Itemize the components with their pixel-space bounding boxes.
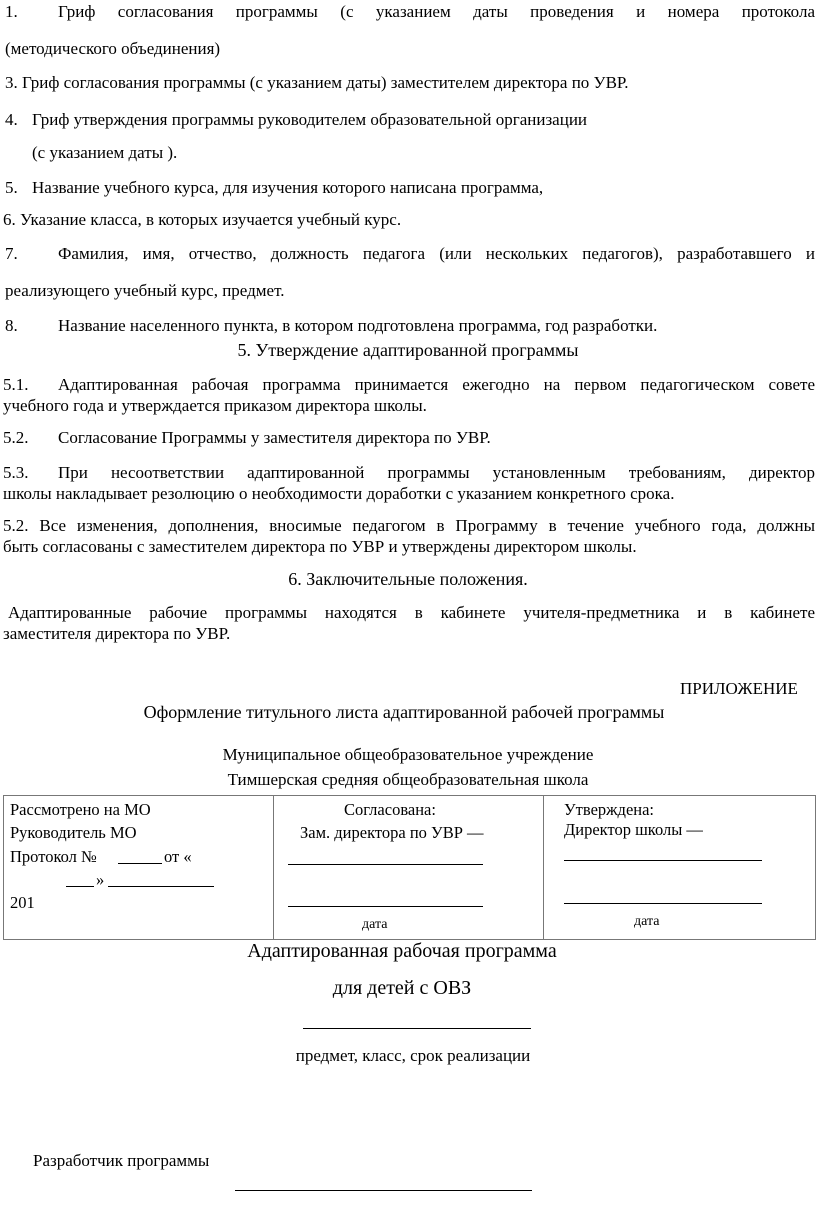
- section-6-continuation: заместителя директора по УВР.: [3, 624, 231, 643]
- list-item-7-text: Фамилия, имя, отчество, должность педагога (или нескольких педагогов), разработавшего и: [58, 244, 815, 263]
- list-item-5-text: Название учебного курса, для изучения которого написана программа,: [32, 178, 544, 197]
- deputy-date-line: [288, 906, 483, 907]
- list-item-1-continuation: (методического объединения): [5, 39, 221, 58]
- developer-label: Разработчик программы: [33, 1151, 210, 1170]
- section-5-3-continuation: школы накладывает резолюцию о необходимости доработки с указанием конкретного срока.: [3, 484, 675, 503]
- list-item-4-text: Гриф утверждения программы руководителем образовательной организации: [32, 110, 588, 129]
- deputy-signature-line: [288, 864, 483, 865]
- section-5-4-text: 5.2. Все изменения, дополнения, вносимые педагогом в Программу в течение учебного года, должны: [3, 516, 815, 535]
- section-5-1-continuation: учебного года и утверждается приказом директора школы.: [3, 396, 427, 415]
- org-name-line1: Муниципальное общеобразовательное учреждение: [222, 745, 594, 764]
- review-heading: Рассмотрено на МО: [10, 800, 151, 819]
- section-5-heading: 5. Утверждение адаптированной программы: [237, 340, 579, 360]
- section-5-4-continuation: быть согласованы с заместителем директора по УВР и утверждены директором школы.: [3, 537, 637, 556]
- agreement-cell: [274, 796, 544, 940]
- protocol-month-line: [108, 886, 214, 887]
- developer-line: [235, 1190, 532, 1191]
- review-head-label: Руководитель МО: [10, 823, 137, 842]
- year-prefix: 201: [10, 893, 35, 912]
- list-item-4-number: 4.: [5, 110, 18, 129]
- org-name-line2: Тимшерская средняя общеобразовательная школа: [227, 770, 589, 789]
- program-title: Адаптированная рабочая программа: [247, 940, 557, 962]
- appendix-title: Оформление титульного листа адаптированной рабочей программы: [143, 702, 665, 722]
- protocol-day-line: [66, 886, 94, 887]
- appendix-label: ПРИЛОЖЕНИЕ: [680, 679, 798, 698]
- section-5-1-text: Адаптированная рабочая программа принимается ежегодно на первом педагогическом совете: [58, 375, 815, 394]
- agreement-date-label: дата: [362, 917, 388, 932]
- review-cell: [4, 796, 274, 940]
- subject-line: [303, 1028, 531, 1029]
- section-5-3-text: При несоответствии адаптированной программы установленным требованиям, директор: [58, 463, 815, 482]
- protocol-date-close-quote: »: [96, 870, 105, 889]
- approval-cell: [544, 796, 816, 940]
- deputy-director-label: Зам. директора по УВР —: [300, 823, 484, 842]
- list-item-3: 3. Гриф согласования программы (с указанием даты) заместителем директора по УВР.: [5, 73, 629, 92]
- director-date-line: [564, 903, 762, 904]
- section-5-1-number: 5.1.: [3, 375, 29, 394]
- director-label: Директор школы —: [564, 820, 703, 839]
- protocol-number-line: [118, 863, 162, 864]
- section-5-2-number: 5.2.: [3, 428, 29, 447]
- list-item-8-number: 8.: [5, 316, 18, 335]
- list-item-6: 6. Указание класса, в которых изучается учебный курс.: [3, 210, 402, 229]
- protocol-date-prefix: от «: [164, 847, 192, 866]
- section-5-3-number: 5.3.: [3, 463, 29, 482]
- list-item-4-continuation: (с указанием даты ).: [32, 143, 178, 162]
- list-item-7-number: 7.: [5, 244, 18, 263]
- approval-date-label: дата: [634, 914, 660, 929]
- agreement-heading: Согласована:: [344, 800, 436, 819]
- list-item-5-number: 5.: [5, 178, 18, 197]
- protocol-label: Протокол №: [10, 847, 97, 866]
- director-signature-line: [564, 860, 762, 861]
- approval-table: [3, 795, 816, 940]
- approval-heading: Утверждена:: [564, 800, 655, 819]
- section-6-text: Адаптированные рабочие программы находятся в кабинете учителя-предметника и в кабинете: [8, 603, 815, 622]
- list-item-7-continuation: реализующего учебный курс, предмет.: [5, 281, 285, 300]
- section-6-heading: 6. Заключительные положения.: [288, 569, 528, 589]
- list-item-1-text: Гриф согласования программы (с указанием даты проведения и номера протокола: [58, 2, 815, 21]
- list-item-8-text: Название населенного пункта, в котором подготовлена программа, год разработки.: [58, 316, 658, 335]
- list-item-1-number: 1.: [5, 2, 18, 21]
- program-subtitle: для детей с ОВЗ: [332, 977, 472, 999]
- subject-caption: предмет, класс, срок реализации: [295, 1046, 531, 1065]
- section-5-2-text: Согласование Программы у заместителя директора по УВР.: [58, 428, 491, 447]
